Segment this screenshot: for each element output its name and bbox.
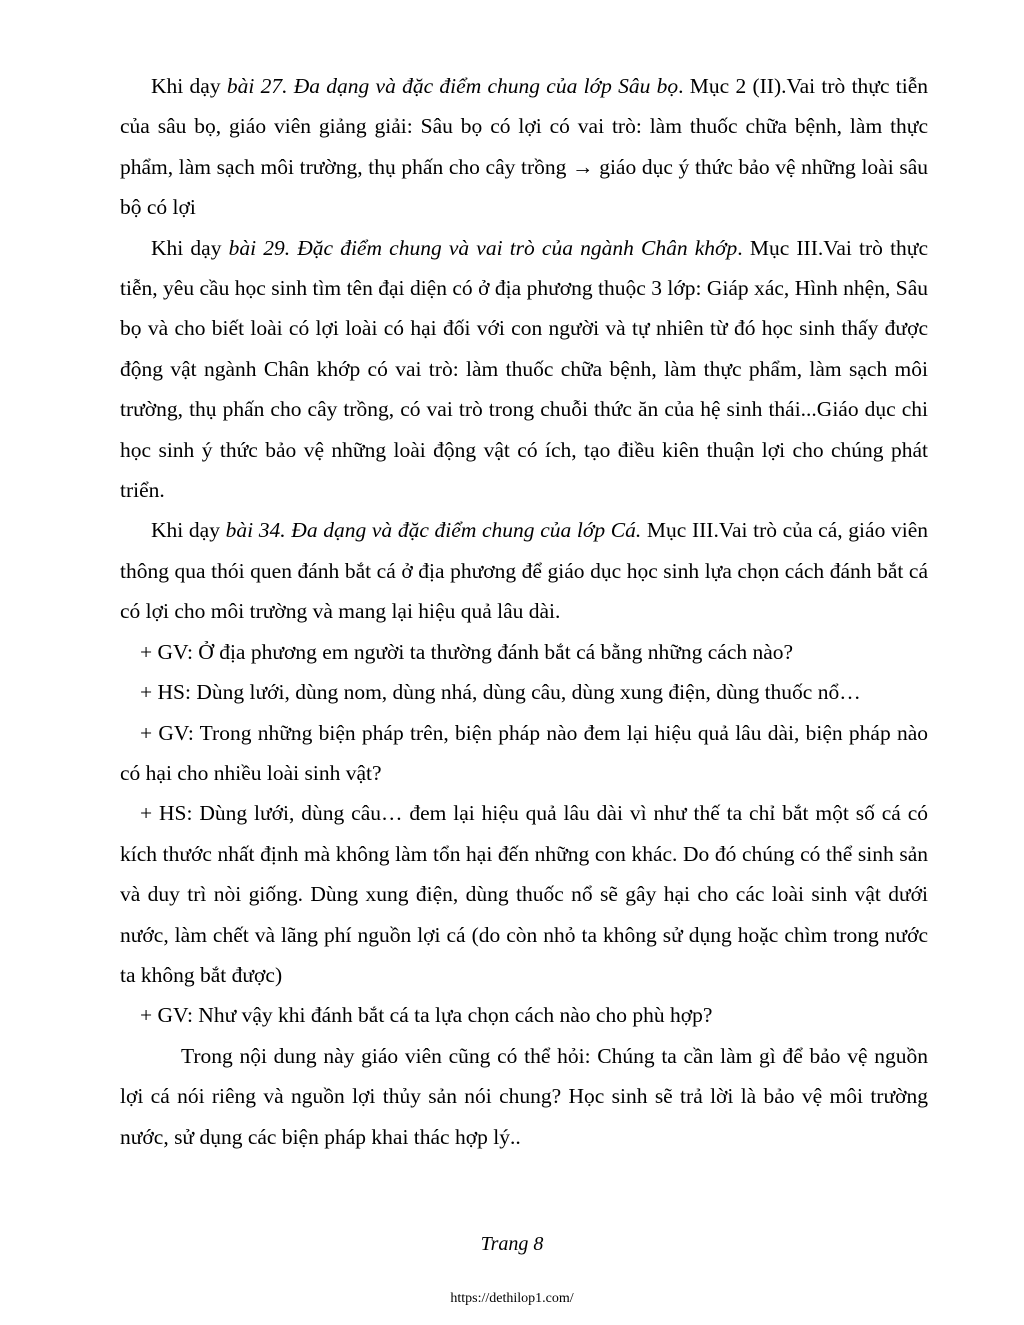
dialogue-line-gv-3: + GV: Như vậy khi đánh bắt cá ta lựa chọn cách nào cho phù hợp? bbox=[140, 1003, 713, 1028]
lesson-title: bài 29. Đặc điểm chung và vai trò của ngành Chân khớp bbox=[228, 235, 738, 260]
dialogue-line-hs-2: + HS: Dùng lưới, dùng câu… đem lại hiệu quả lâu dài vì như thế ta chỉ bắt một số cá có kích thước nhất định mà không làm tổn hại đến những con khác. Do đó chúng có thể sinh sản và duy trì nòi giống. Dùng xung điện, dùng thuốc nổ sẽ gây hại cho các loài sinh vật dưới nước, làm chết và lãng phí nguồn lợi cá (do còn nhỏ ta không sử dụng hoặc chìm trong nước ta không bắt được) bbox=[120, 801, 928, 987]
page-number: Trang 8 bbox=[480, 1233, 544, 1255]
lesson-title: bài 27. Đa dạng và đặc điểm chung của lớp Sâu bọ bbox=[226, 74, 679, 98]
paragraph-lesson-29: Khi dạy bài 29. Đặc điểm chung và vai trò của ngành Chân khớp. Mục III.Vai trò thực tiễn, yêu cầu học sinh tìm tên đại diện có ở địa phương thuộc 3 lớp: Giáp xác, Hình nhện, Sâu bọ và cho biết loài có lợi loài có hại đối với con người và tự nhiên từ đó học sinh thấy được động vật ngành Chân khớp có vai trò: làm thuốc chữa bệnh, làm thực phẩm, làm sạch môi trường, thụ phấn cho cây trồng, có vai trò trong chuỗi thức ăn của hệ sinh thái...Giáo dục chi học sinh ý thức bảo vệ những loài động vật có ích, tạo điều kiên thuận lợi cho chúng phát triển. bbox=[120, 235, 928, 503]
paragraph-closing: Trong nội dung này giáo viên cũng có thể hỏi: Chúng ta cần làm gì để bảo vệ nguồn lợi cá nói riêng và nguồn lợi thủy sản nói chung? Học sinh sẽ trả lời là bảo vệ môi trường nước, sử dụng các biện pháp khai thác hợp lý.. bbox=[120, 1043, 928, 1149]
dialogue-line-hs-1: + HS: Dùng lưới, dùng nom, dùng nhá, dùng câu, dùng xung điện, dùng thuốc nổ… bbox=[140, 680, 861, 705]
paragraph-lesson-27: Khi dạy bài 27. Đa dạng và đặc điểm chung của lớp Sâu bọ. Mục 2 (II).Vai trò thực tiễn của sâu bọ, giáo viên giảng giải: Sâu bọ có lợi có vai trò: làm thuốc chữa bệnh, làm thực phẩm, làm sạch môi trường, thụ phấn cho cây trồng → giáo dục ý thức bảo vệ những loài sâu bộ có lợi bbox=[120, 74, 929, 220]
footer-url: https://dethilop1.com/ bbox=[450, 1291, 574, 1306]
dialogue-line-gv-2: + GV: Trong những biện pháp trên, biện pháp nào đem lại hiệu quả lâu dài, biện pháp nào có hại cho nhiều loài sinh vật? bbox=[120, 720, 928, 785]
page-body bbox=[120, 66, 928, 1157]
lesson-title: bài 34. Đa dạng và đặc điểm chung của lớp Cá. bbox=[225, 518, 642, 543]
paragraph-lesson-34: Khi dạy bài 34. Đa dạng và đặc điểm chung của lớp Cá. Mục III.Vai trò của cá, giáo viên thông qua thói quen đánh bắt cá ở địa phương để giáo dục học sinh lựa chọn cách đánh bắt cá có lợi cho môi trường và mang lại hiệu quả lâu dài. bbox=[120, 518, 928, 624]
dialogue-line-gv-1: + GV: Ở địa phương em người ta thường đánh bắt cá bằng những cách nào? bbox=[140, 639, 794, 664]
